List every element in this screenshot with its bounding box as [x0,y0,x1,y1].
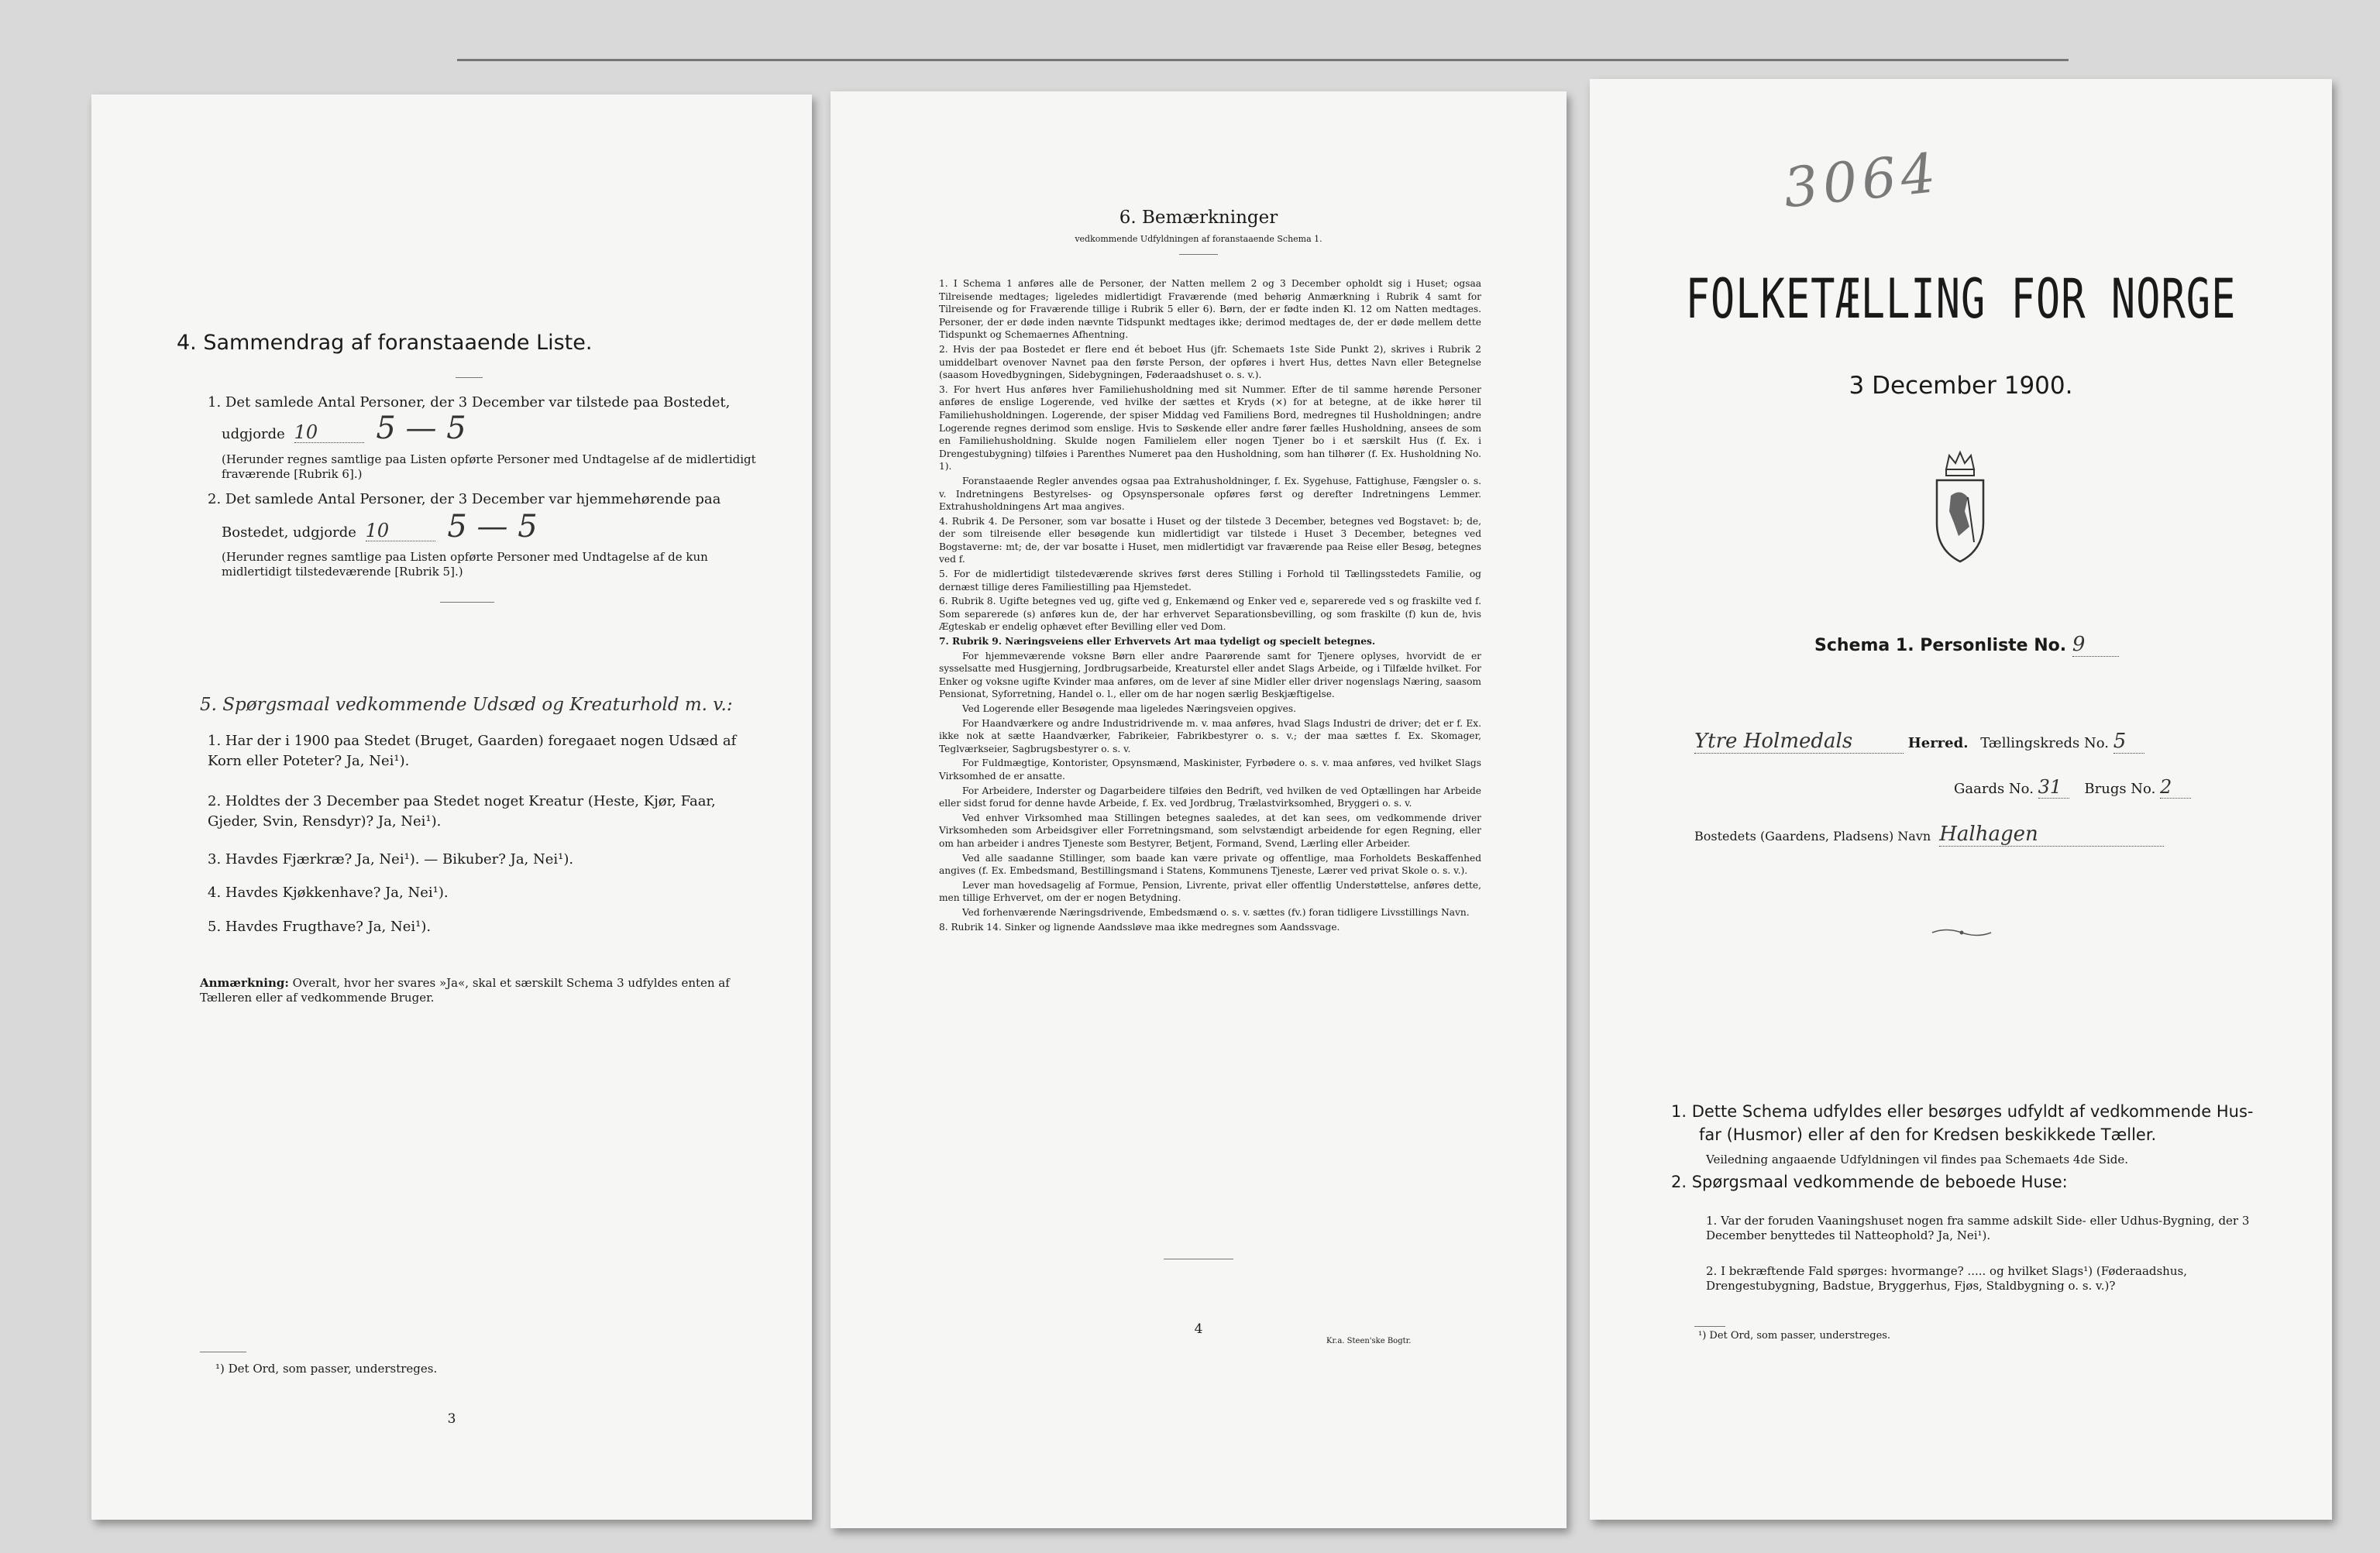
bosted-line [1694,823,2314,847]
q2-label: Bostedet, udgjorde [222,524,356,541]
remark-paragraph: 5. For de midlertidigt tilstedeværende skrives først deres Stilling i Forhold til Tællingsstedets Familie, og dernæst tillige deres Familiestilling paa Hjemstedet. [939,569,1481,593]
divider [1179,254,1218,255]
remark-paragraph: Ved Logerende eller Besøgende maa ligeledes Næringsveien opgives. [962,703,1296,714]
brugs-label: Brugs No. [2084,781,2156,797]
footnote: ¹) Det Ord, som passer, understreges. [215,1362,438,1376]
page-number: 4 [1194,1321,1203,1337]
instruction-2: 2. Spørgsmaal vedkommende de beboede Huse: [1671,1173,2068,1191]
page-right [1590,79,2332,1520]
page-left [91,94,812,1520]
remark-paragraph: Ved forhenværende Næringsdrivende, Embedsmænd o. s. v. sættes (fv.) foran tidligere Livsstillings Navn. [962,906,1470,918]
schema-number: 9 [2072,633,2119,657]
remark-paragraph: For hjemmeværende voksne Børn eller andre Paarørende samt for Tjenere oplyses, hvorvidt de er sysselsatte med Husgjerning, Jordbrugsarbeide, Kreaturstel eller andet Slags Arbeide, og i Tilfælde hvilket. For Enker og voksne ugifte Kvinder maa anføres, om de lever af sine Midler eller driver nogenslags Næring, saasom Pensionat, Syforretning, Handel o. l., eller om de har nogen særlig Beskjæftigelse. [939,650,1481,700]
footnote: ¹) Det Ord, som passer, understreges. [1698,1330,1891,1342]
gaards-value: 31 [2038,776,2069,799]
remark-paragraph: For Haandværkere og andre Industridrivende m. v. maa anføres, hvad Slags Industri de driver; det er f. Ex. ikke nok at sætte Haandværker, Fabrikeier, Fabrikbestyrer o. s. v.; der maa sættes f. Ex. Skomager, Teglværkseier, Sagbrugsbestyrer o. s. v. [939,717,1481,754]
top-rule [457,59,2069,61]
remark-paragraph: 4. Rubrik 4. De Personer, som var bosatte i Huset og der tilstede 3 December, betegnes ved Bogstavet: b; de, der som tilreisende eller besøgende kun midlertidigt var tilstede i Huset 3 December, betegnes ved Bogstaverne: mt; de, der var bosatte i Huset, men midlertidigt var fraværende paa Reise eller Besøg, betegnes ved f. [939,515,1481,565]
page-number: 3 [447,1411,456,1427]
remark-paragraph: Foranstaaende Regler anvendes ogsaa paa Extrahusholdninger, f. Ex. Sygehuse, Fattighuse, Fængsler o. s. v. Indretningens Bestyrelses- og Opsynspersonale opføres først og derefter Indretningens Lemmer. Extrahusholdningens Art maa angives. [939,475,1481,513]
s5-q2: 2. Holdtes der 3 December paa Stedet noget Kreatur (Heste, Kjør, Faar, Gjeder, Svin, Rensdyr)? Ja, Nei¹). [208,793,716,830]
instr1-line2: far (Husmor) eller af den for Kredsen beskikkede Tæller. [1699,1125,2157,1144]
section4-title: 4. Sammendrag af foranstaaende Liste. [177,331,593,355]
schema-line [1814,633,2202,657]
schema-label: Schema 1. Personliste No. [1814,636,2067,655]
q1-handwritten: 5 — 5 [376,411,466,446]
remark-paragraph: 7. Rubrik 9. Næringsveiens eller Erhvervets Art maa tydeligt og specielt betegnes. [939,636,1376,648]
herred-line [1694,730,2314,754]
bosted-value: Halhagen [1939,823,2164,847]
remark-paragraph: Lever man hovedsagelig af Formue, Pension, Livrente, privat eller offentlig Understøttelse, anføres dette, men tillige Erhvervet, om der er nogen Betydning. [939,879,1481,904]
remark-paragraph: 8. Rubrik 14. Sinker og lignende Aandssløve maa ikke medregnes som Aandssvage. [939,921,1340,933]
kreds-label: Tællingskreds No. [1980,735,2109,751]
archive-number: 3064 [1780,140,1943,221]
remark-paragraph: 2. Hvis der paa Bostedet er flere end ét beboet Hus (jfr. Schemaets 1ste Side Punkt 2), skrives i Rubrik 2 umiddelbart ovenover Navnet paa den første Person, der opføres i hvert Hus, dettes Navn eller Betegnelse (saasom Hovedbygningen, Sidebygningen, Føderaadshuset o. s. v.). [939,343,1481,381]
remark-label: Anmærkning: [200,976,289,990]
s5-q4: 4. Havdes Kjøkkenhave? Ja, Nei¹). [208,885,449,901]
herred-label: Herred. [1907,735,1969,751]
coat-of-arms-icon [1929,449,1991,565]
section5-title: 5. Spørgsmaal vedkommende Udsæd og Kreaturhold m. v.: [200,695,733,715]
instruction-1 [1671,1100,2291,1146]
s5-q5: 5. Havdes Frugthave? Ja, Nei¹). [208,919,432,935]
q1-label: udgjorde [222,426,285,442]
remark-paragraph: For Fuldmægtige, Kontorister, Opsynsmænd, Maskinister, Fyrbødere o. s. v. maa anføres, ved hvilket Slags Virksomhed de er ansatte. [939,758,1481,782]
remark-paragraph: 1. I Schema 1 anføres alle de Personer, der Natten mellem 2 og 3 December opholdt sig i Huset; ogsaa Tilreisende medtages; ligeledes midlertidigt Fraværende (med behørig Anmærkning i Rubrik 4 samt for Tilreisende og for Fraværende tillige i Rubrik 5 eller 6). Børn, der er fødte inden Kl. 12 om Natten medtages. Personer, der er døde inden nævnte Tidspunkt medtages ikke; derimod medtages de, der er døde mellem dette Tidspunkt og Schemaernes Afhentning. [939,278,1481,341]
main-title: FOLKETÆLLING FOR NORGE [1685,268,2237,332]
s5-q3: 3. Havdes Fjærkræ? Ja, Nei¹). — Bikuber? Ja, Nei¹). [208,851,574,868]
q1-line2 [222,411,764,446]
kreds-value: 5 [2113,730,2144,754]
divider [440,602,494,603]
page-middle [831,91,1567,1528]
gaards-label: Gaards No. [1954,781,2034,797]
s5-q1: 1. Har der i 1900 paa Stedet (Bruget, Gaarden) foregaaet nogen Udsæd af Korn eller Poteter? Ja, Nei¹). [208,733,737,769]
instr1-line1: 1. Dette Schema udfyldes eller besørges udfyldt af vedkommende Hus- [1671,1102,2254,1121]
remarks-body [939,277,1481,935]
remark-text: Overalt, hvor her svares »Ja«, skal et særskilt Schema 3 udfyldes enten af Tælleren eller af vedkommende Bruger. [200,976,730,1005]
q2-value: 10 [366,521,435,541]
instr1-note: Veiledning angaaende Udfyldningen vil findes paa Schemaets 4de Side. [1706,1153,2129,1166]
q2-note: (Herunder regnes samtlige paa Listen opførte Personer med Undtagelse af de kun midlertidigt tilstedeværende [Rubrik 5].) [222,550,708,579]
ornament-icon [1931,927,1993,938]
q2-line1: 2. Det samlede Antal Personer, der 3 December var hjemmehørende paa [208,491,721,507]
divider [456,377,483,378]
remark-paragraph: For Arbeidere, Inderster og Dagarbeidere tilføies den Bedrift, ved hvilken de ved Optællingen har Arbeide eller sidst forud for denne havde Arbeide, f. Ex. ved Jordbrug, Trælastvirksomhed, Bryggeri o. s. v. [939,785,1481,809]
remark-paragraph: Ved enhver Virksomhed maa Stillingen betegnes saaledes, at det kan sees, om vedkommende driver Virksomheden som Arbeidsgiver eller Forretningsmand, som selvstændigt arbeidende for egen Regning, eller om han arbeider i andres Tjeneste som Bestyrer, Betjent, Formand, Svend, Lærling eller Arbeider. [939,812,1481,849]
remark-paragraph: Ved alle saadanne Stillinger, som baade kan være private og offentlige, maa Forholdets Beskaffenhed angives (f. Ex. Embedsmand, Bestillingsmand i Statens, Kommunens Tjeneste, Lærer ved privat Skole o. s. v.). [939,852,1481,877]
remark-paragraph: 6. Rubrik 8. Ugifte betegnes ved ug, gifte ved g, Enkemænd og Enker ved e, separerede ved s og fraskilte ved f. Som separerede (s) anføres kun de, der har erhvervet Separationsbevilling, og som fraskilte (f) kun de, hvis Ægteskab er endelig ophævet efter Bevilling eller ved Dom. [939,596,1481,633]
census-date: 3 December 1900. [1849,372,2073,400]
q2-handwritten: 5 — 5 [447,509,538,545]
herred-value: Ytre Holmedals [1694,730,1904,754]
brugs-value: 2 [2160,776,2191,799]
instr2-q1: 1. Var der foruden Vaaningshuset nogen fra samme adskilt Side- eller Udhus-Bygning, der 3 December benyttedes til Natteophold? Ja, Nei¹). [1706,1214,2250,1242]
printer-mark: Kr.a. Steen'ske Bogtr. [1326,1337,1412,1345]
remarks-title: 6. Bemærkninger [1119,208,1278,228]
q1-note: (Herunder regnes samtlige paa Listen opførte Personer med Undtagelse af de midlertidigt fraværende [Rubrik 6].) [222,452,756,481]
footnote-rule [1694,1326,1725,1327]
remarks-subtitle: vedkommende Udfyldningen af foranstaaende Schema 1. [1075,234,1322,244]
gaards-line [1954,776,2264,799]
remark-paragraph: 3. For hvert Hus anføres hver Familiehusholdning med sit Nummer. Efter de til samme hørende Personer anføres de enslige Logerende, ved hvilke der sættes et Kryds (×) for at betegne, at de ikke hører til Familiehusholdningen. Logerende, der spiser Middag ved Familiens Bord, medregnes til Husholdningen; andre Logerende regnes derimod som enslige. Hvis to Søskende eller andre fører fælles Husholdning, ansees de som en Familiehusholdning. Skulde nogen Familielem eller nogen Tjener bo i et særskilt Hus (f. Ex. i Drengestubygning) tilføies i Parenthes Numeret paa den Husholdning, som han tilhører (f. Ex. Husholdning No. 1). [939,383,1481,472]
instr2-q2: 2. I bekræftende Fald spørges: hvormange? ..... og hvilket Slags¹) (Føderaadshus, Drengestubygning, Badstue, Bryggerhus, Fjøs, Staldbygning o. s. v.)? [1706,1264,2187,1293]
q1-line1: 1. Det samlede Antal Personer, der 3 December var tilstede paa Bostedet, [208,394,731,411]
q2-line2 [222,509,764,545]
bosted-label: Bostedets (Gaardens, Pladsens) Navn [1694,829,1931,843]
q1-value: 10 [294,422,364,443]
remark [200,976,758,1005]
